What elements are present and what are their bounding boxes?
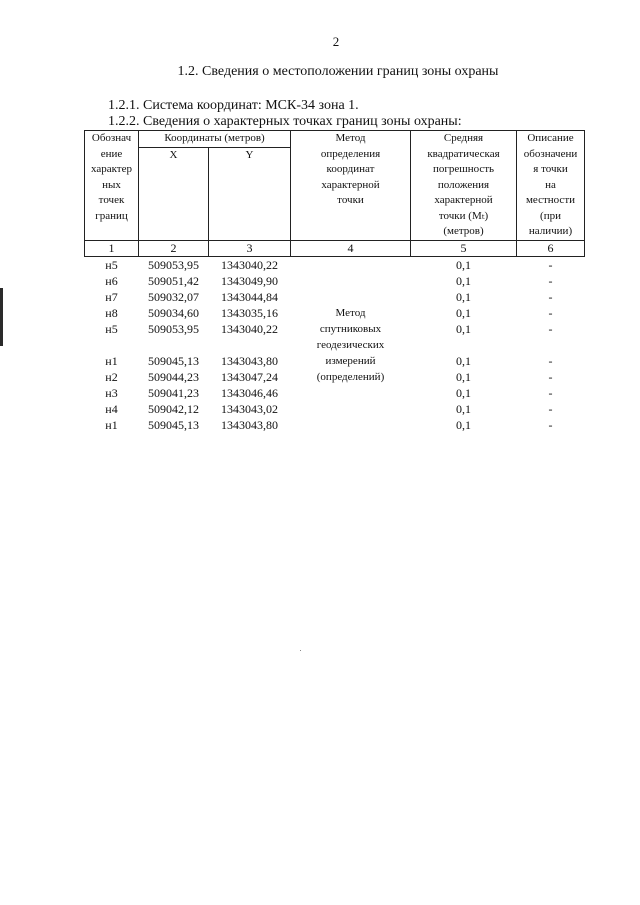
header-line: Описание <box>527 132 574 144</box>
error-value: 0,1 <box>456 321 471 336</box>
header-line: характерной <box>434 194 493 206</box>
header-line: на <box>545 178 556 191</box>
header-point-designation <box>85 131 139 241</box>
header-line: Метод <box>335 132 366 144</box>
point-id: н5 <box>105 321 118 336</box>
point-id: н4 <box>105 401 118 416</box>
header-line: точек <box>98 194 125 206</box>
point-id: н3 <box>105 385 118 400</box>
column-number: 6 <box>517 240 585 256</box>
scan-edge-mark <box>0 288 3 346</box>
error-value: 0,1 <box>456 385 471 400</box>
coord-y: 1343049,90 <box>221 273 278 288</box>
header-line: погрешность <box>432 163 495 175</box>
point-id: н1 <box>105 417 118 432</box>
coord-x: 509053,95 <box>148 321 199 336</box>
header-mean-square-error <box>411 131 517 241</box>
point-description: - <box>548 305 553 320</box>
scan-speck <box>300 650 301 651</box>
point-description: - <box>548 417 553 432</box>
header-line: границ <box>95 209 128 222</box>
error-value: 0,1 <box>456 273 471 288</box>
section-title: 1.2. Сведения о местоположении границ зоны охраны <box>177 64 499 79</box>
point-id: н8 <box>105 305 118 320</box>
header-line: местности <box>525 194 576 206</box>
header-line: квадратическая <box>427 147 500 160</box>
error-value: 0,1 <box>456 289 471 304</box>
coordinates-table <box>84 130 585 433</box>
coord-x: 509053,95 <box>148 257 199 272</box>
header-coordinates-group: Координаты (метров) <box>139 131 291 148</box>
column-numbers-row <box>85 240 585 256</box>
point-id: н7 <box>105 289 118 304</box>
error-value: 0,1 <box>456 353 471 368</box>
header-line: Обознач <box>91 132 132 144</box>
method-line: измерений <box>325 354 376 367</box>
column-number: 3 <box>209 240 291 256</box>
coord-y: 1343044,84 <box>221 289 278 304</box>
column-number: 2 <box>139 240 209 256</box>
coord-x: 509042,12 <box>148 401 199 416</box>
coord-y: 1343043,80 <box>221 353 278 368</box>
points-info-line: 1.2.2. Сведения о характерных точках границ зоны охраны: <box>108 114 462 129</box>
header-line: ение <box>100 147 123 160</box>
point-description: - <box>548 273 553 288</box>
header-line: точки (Mₜ) <box>438 209 489 222</box>
point-id: н6 <box>105 273 118 288</box>
point-description: - <box>548 321 553 336</box>
point-description: - <box>548 369 553 384</box>
coord-y: 1343043,80 <box>221 417 278 432</box>
error-value: 0,1 <box>456 417 471 432</box>
column-number: 1 <box>85 240 139 256</box>
page-number: 2 <box>332 34 340 49</box>
coord-y: 1343043,02 <box>221 401 278 416</box>
coord-x: 509041,23 <box>148 385 199 400</box>
coord-x: 509044,23 <box>148 369 199 384</box>
header-line: обозначени <box>523 147 578 160</box>
header-line: определения <box>320 147 381 160</box>
point-id: н1 <box>105 353 118 368</box>
header-line: характерной <box>321 178 380 191</box>
column-number: 5 <box>411 240 517 256</box>
point-description: - <box>548 257 553 272</box>
header-line: я точки <box>533 163 568 175</box>
method-cell <box>291 256 411 433</box>
coordinate-system-line: 1.2.1. Система координат: МСК-34 зона 1. <box>108 98 359 113</box>
error-value: 0,1 <box>456 401 471 416</box>
coord-x: 509045,13 <box>148 353 199 368</box>
coord-y: 1343035,16 <box>221 305 278 320</box>
error-value: 0,1 <box>456 369 471 384</box>
coord-x: 509032,07 <box>148 289 199 304</box>
method-line: геодезических <box>316 338 385 351</box>
coord-x: 509034,60 <box>148 305 199 320</box>
coord-y: 1343040,22 <box>221 257 278 272</box>
header-line: характер <box>90 163 132 175</box>
point-description: - <box>548 353 553 368</box>
header-line: положения <box>437 178 490 191</box>
header-line: координат <box>326 163 375 175</box>
point-id: н2 <box>105 369 118 384</box>
point-description: - <box>548 385 553 400</box>
header-line: Средняя <box>443 132 484 144</box>
table-row <box>85 256 585 273</box>
coord-x: 509045,13 <box>148 417 199 432</box>
header-line: ных <box>102 178 121 191</box>
point-id: н5 <box>105 257 118 272</box>
point-description: - <box>548 289 553 304</box>
coord-y: 1343047,24 <box>221 369 278 384</box>
column-number: 4 <box>291 240 411 256</box>
header-line: (метров) <box>443 225 484 237</box>
method-line: (определений) <box>316 370 385 383</box>
header-line: наличии) <box>528 225 573 237</box>
coord-y: 1343046,46 <box>221 385 278 400</box>
point-description: - <box>548 401 553 416</box>
header-method <box>291 131 411 241</box>
header-description <box>517 131 585 241</box>
error-value: 0,1 <box>456 305 471 320</box>
method-line: спутниковых <box>319 322 382 335</box>
header-x: X <box>139 147 209 240</box>
coord-x: 509051,42 <box>148 273 199 288</box>
error-value: 0,1 <box>456 257 471 272</box>
table-header-row <box>85 131 585 148</box>
header-line: (при <box>540 209 561 222</box>
header-y: Y <box>209 147 291 240</box>
method-line: Метод <box>335 306 366 319</box>
coord-y: 1343040,22 <box>221 321 278 336</box>
header-line: точки <box>337 194 364 206</box>
